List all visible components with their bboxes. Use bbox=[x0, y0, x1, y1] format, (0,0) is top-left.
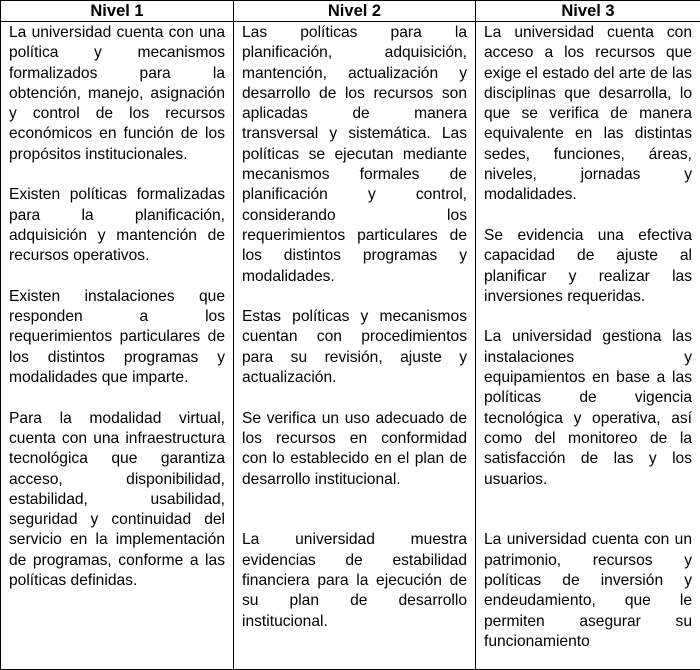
header-nivel-2: Nivel 2 bbox=[234, 1, 476, 22]
header-nivel-1: Nivel 1 bbox=[1, 1, 234, 22]
column-nivel-1 bbox=[1, 22, 234, 670]
paragraph: La universidad cuenta con un patrimonio, recursos y políticas de inversión y endeudamiento, que le permiten asegurar su funcionamiento bbox=[484, 530, 692, 652]
content-row bbox=[1, 22, 700, 670]
header-row bbox=[1, 1, 700, 22]
paragraph: La universidad cuenta con acceso a los recursos que exige el estado del arte de las disciplinas que desarrolla, lo que se verifica de manera equivalente en las distintas sedes, funciones, áreas, niveles, jornadas y modalidades. bbox=[484, 23, 692, 206]
paragraph: La universidad muestra evidencias de estabilidad financiera para la ejecución de su plan de desarrollo institucional. bbox=[242, 530, 467, 631]
paragraph: La universidad cuenta con una política y mecanismos formalizados para la obtención, manejo, asignación y control de los recursos económicos en función de los propósitos institucionales. bbox=[9, 23, 225, 165]
column-nivel-3 bbox=[476, 22, 700, 670]
paragraph: Se verifica un uso adecuado de los recursos en conformidad con lo establecido en el plan de desarrollo institucional. bbox=[242, 409, 467, 490]
header-nivel-3: Nivel 3 bbox=[476, 1, 700, 22]
column-nivel-2 bbox=[234, 22, 476, 670]
paragraph: La universidad gestiona las instalaciones y equipamientos en base a las políticas de vigencia tecnológica y operativa, así como del monitoreo de la satisfacción de las y los usuarios. bbox=[484, 327, 692, 489]
paragraph: Para la modalidad virtual, cuenta con una infraestructura tecnológica que garantiza acceso, disponibilidad, estabilidad, usabilidad, seguridad y continuidad del servicio en la implementación de programas, conforme a las políticas definidas. bbox=[9, 409, 225, 592]
paragraph: Existen instalaciones que responden a los requerimientos particulares de los distintos programas y modalidades que imparte. bbox=[9, 287, 225, 388]
paragraph: Las políticas para la planificación, adquisición, mantención, actualización y desarrollo de los recursos son aplicadas de manera transversal y sistemática. Las políticas se ejecutan mediante mecanismos formales de planificación y control, considerando los requerimientos particulares de los distintos programas y modalidades. bbox=[242, 23, 467, 287]
paragraph: Estas políticas y mecanismos cuentan con procedimientos para su revisión, ajuste y actualización. bbox=[242, 307, 467, 388]
paragraph: Se evidencia una efectiva capacidad de ajuste al planificar y realizar las inversiones requeridas. bbox=[484, 226, 692, 307]
paragraph: Existen políticas formalizadas para la planificación, adquisición y mantención de recursos operativos. bbox=[9, 185, 225, 266]
